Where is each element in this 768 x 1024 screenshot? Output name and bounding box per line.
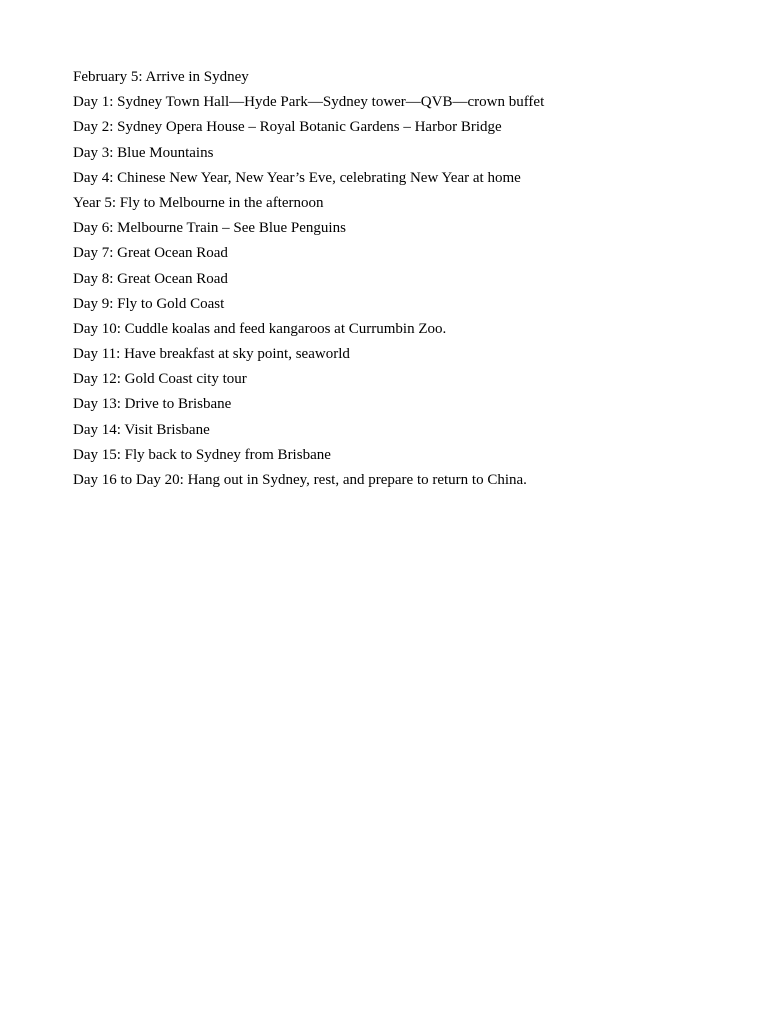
itinerary-line: Day 13: Drive to Brisbane xyxy=(73,396,232,413)
itinerary-line: February 5: Arrive in Sydney xyxy=(73,69,249,85)
itinerary-line: Day 2: Sydney Opera House – Royal Botanic Gardens – Harbor Bridge xyxy=(73,119,502,136)
itinerary-line: Day 10: Cuddle koalas and feed kangaroos at Currumbin Zoo. xyxy=(73,320,447,337)
itinerary-line: Year 5: Fly to Melbourne in the afternoon xyxy=(73,194,324,211)
itinerary-line: Day 15: Fly back to Sydney from Brisbane xyxy=(73,446,331,463)
itinerary-line: Day 3: Blue Mountains xyxy=(73,144,214,161)
itinerary-line: Day 6: Melbourne Train – See Blue Penguins xyxy=(73,220,346,237)
itinerary-line: Day 1: Sydney Town Hall—Hyde Park—Sydney tower—QVB—crown buffet xyxy=(73,94,545,111)
itinerary-line: Day 16 to Day 20: Hang out in Sydney, rest, and prepare to return to China. xyxy=(73,472,527,488)
itinerary-line: Day 8: Great Ocean Road xyxy=(73,270,228,287)
itinerary-line: Day 11: Have breakfast at sky point, seaworld xyxy=(73,346,350,363)
itinerary-line: Day 7: Great Ocean Road xyxy=(73,245,228,262)
itinerary-list xyxy=(73,67,733,495)
itinerary-line: Day 9: Fly to Gold Coast xyxy=(73,295,225,312)
itinerary-line: Day 12: Gold Coast city tour xyxy=(73,371,247,388)
itinerary-line: Day 4: Chinese New Year, New Year’s Eve, celebrating New Year at home xyxy=(73,169,521,186)
itinerary-line: Day 14: Visit Brisbane xyxy=(73,421,210,438)
